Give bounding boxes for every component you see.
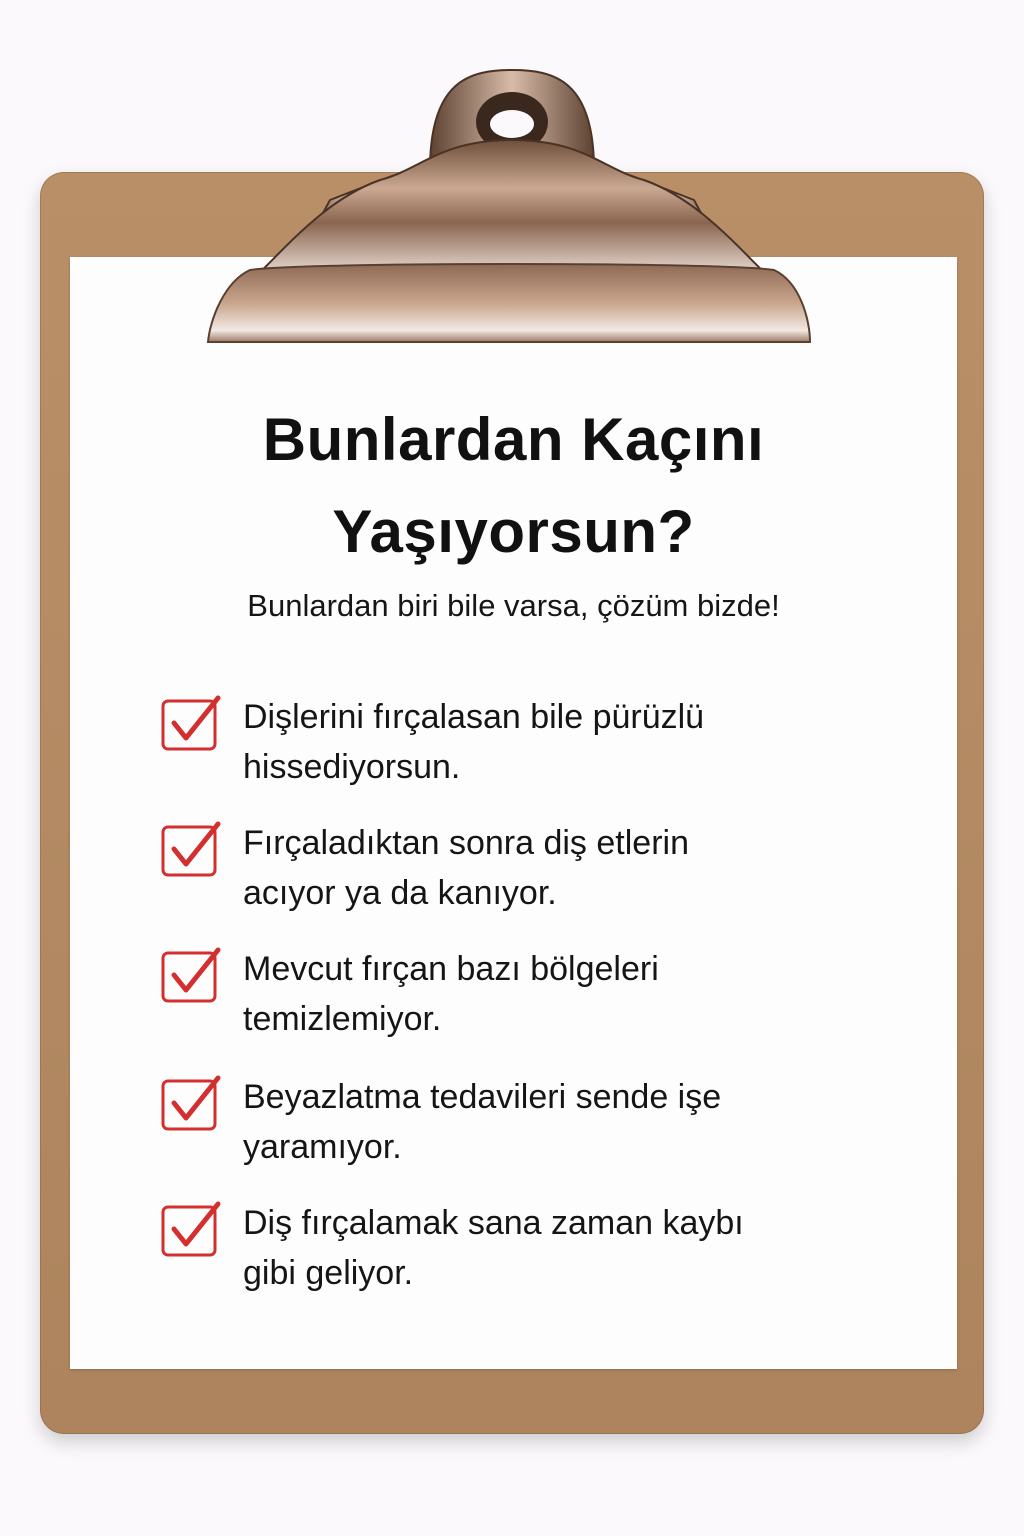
checklist-item-text	[243, 692, 923, 792]
checklist-item-line: Mevcut fırçan bazı bölgeleri	[243, 950, 659, 988]
checklist-item-text	[243, 1072, 923, 1172]
checklist-item-line: Dişlerini fırçalasan bile pürüzlü	[243, 698, 705, 736]
checklist-item-line: gibi geliyor.	[243, 1254, 414, 1292]
checklist-item-text	[243, 1198, 923, 1298]
checklist-item[interactable]	[160, 818, 920, 928]
checked-checkbox-icon[interactable]	[160, 694, 222, 752]
checklist-item-line: acıyor ya da kanıyor.	[243, 874, 557, 912]
checklist-item-text	[243, 818, 923, 918]
checklist-item-line: Beyazlatma tedavileri sende işe	[243, 1078, 722, 1116]
checked-checkbox-icon[interactable]	[160, 946, 222, 1004]
checklist-item[interactable]	[160, 1072, 920, 1182]
checklist-item[interactable]	[160, 692, 920, 802]
page-title-line-2: Yaşıyorsun?	[332, 498, 695, 565]
checklist-item-line: hissediyorsun.	[243, 748, 461, 786]
checklist-item-line: Diş fırçalamak sana zaman kaybı	[243, 1204, 744, 1242]
checklist-item[interactable]	[160, 944, 920, 1054]
checklist-item[interactable]	[160, 1198, 920, 1308]
checked-checkbox-icon[interactable]	[160, 1074, 222, 1132]
checklist-item-line: yaramıyor.	[243, 1128, 402, 1166]
checklist-item-text	[243, 944, 923, 1044]
checked-checkbox-icon[interactable]	[160, 820, 222, 878]
page-title-line-1: Bunlardan Kaçını	[262, 406, 765, 473]
page-subtitle: Bunlardan biri bile varsa, çözüm bizde!	[247, 588, 780, 623]
checklist-item-line: Fırçaladıktan sonra diş etlerin	[243, 824, 689, 862]
checked-checkbox-icon[interactable]	[160, 1200, 222, 1258]
checklist-item-line: temizlemiyor.	[243, 1000, 442, 1038]
